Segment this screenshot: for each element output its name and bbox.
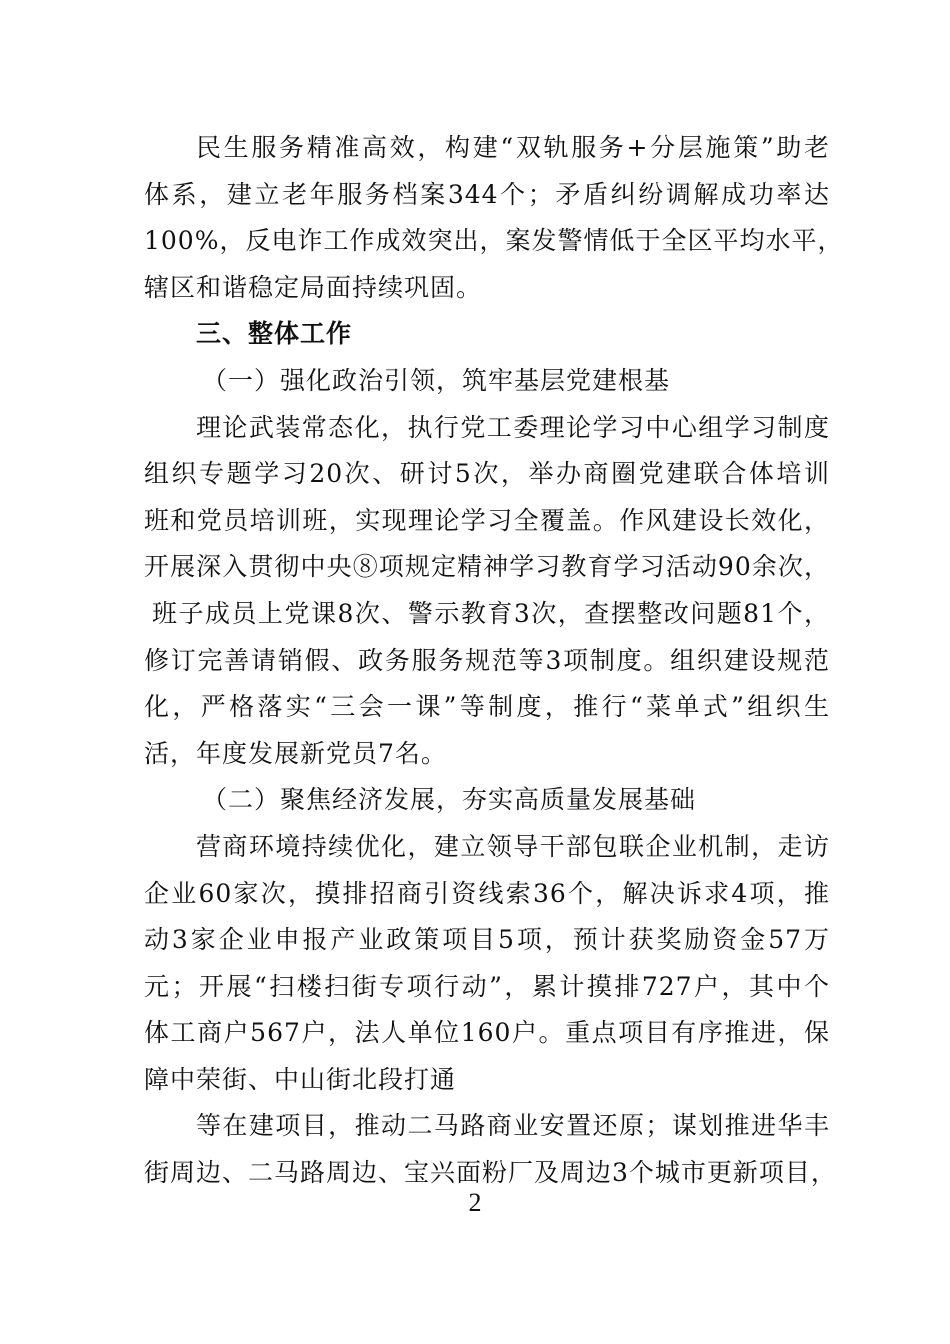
text-line: 元；开展“扫楼扫街专项行动”，累计摸排727户，其中个 bbox=[144, 971, 830, 1001]
text-line: 街周边、二马路周边、宝兴面粉厂及周边3个城市更新项目， bbox=[144, 1158, 837, 1188]
text-line: 100%，反电诈工作成效突出，案发警情低于全区平均水平， bbox=[144, 226, 844, 256]
page-number: 2 bbox=[468, 1188, 482, 1217]
text-line: 体系，建立老年服务档案344个；矛盾纠纷调解成功率达 bbox=[144, 179, 830, 209]
text-line: 开展深入贯彻中央⑧项规定精神学习教育学习活动90余次， bbox=[144, 552, 830, 582]
paragraph-key-projects bbox=[144, 1103, 837, 1196]
text-line: 活，年度发展新党员7名。 bbox=[144, 738, 447, 768]
text-line: 动3家企业申报产业政策项目5项，预计获奖励资金57万 bbox=[144, 925, 830, 955]
section-heading: 三、整体工作 bbox=[196, 319, 353, 349]
text-line: 障中荣街、中山街北段打通 bbox=[144, 1064, 457, 1094]
page-body bbox=[144, 125, 844, 1197]
text-line: 企业60家次，摸排招商引资线索36个，解决诉求4项，推 bbox=[144, 878, 830, 908]
text-line: 等在建项目，推动二马路商业安置还原；谋划推进华丰 bbox=[196, 1111, 830, 1141]
paragraph-economic-development bbox=[144, 824, 830, 1104]
text-line: 民生服务精准高效，构建“双轨服务+分层施策”助老 bbox=[196, 133, 830, 162]
text-line: 营商环境持续优化，建立领导干部包联企业机制，走访 bbox=[196, 831, 830, 861]
text-line: 班子成员上党课8次、警示教育3次，查摆整改问题81个， bbox=[152, 598, 830, 628]
text-line: 体工商户567户，法人单位160户。重点项目有序推进，保 bbox=[144, 1018, 830, 1048]
text-line: 组织专题学习20次、研讨5次，举办商圈党建联合体培训 bbox=[144, 459, 830, 489]
text-line: 化，严格落实“三会一课”等制度，推行“菜单式”组织生 bbox=[144, 692, 831, 722]
subsection-heading: （二）聚焦经济发展，夯实高质量发展基础 bbox=[202, 785, 697, 815]
paragraph-elderly-services bbox=[144, 125, 844, 311]
text-line: 修订完善请销假、政务服务规范等3项制度。组织建设规范 bbox=[144, 645, 830, 675]
text-line: 辖区和谐稳定局面持续巩固。 bbox=[144, 272, 483, 302]
text-line: 理论武装常态化，执行党工委理论学习中心组学习制度 bbox=[196, 412, 830, 442]
subsection-heading: （一）强化政治引领，筑牢基层党建根基 bbox=[202, 365, 671, 395]
paragraph-party-building bbox=[144, 405, 830, 778]
text-line: 班和党员培训班，实现理论学习全覆盖。作风建设长效化， bbox=[144, 505, 830, 535]
